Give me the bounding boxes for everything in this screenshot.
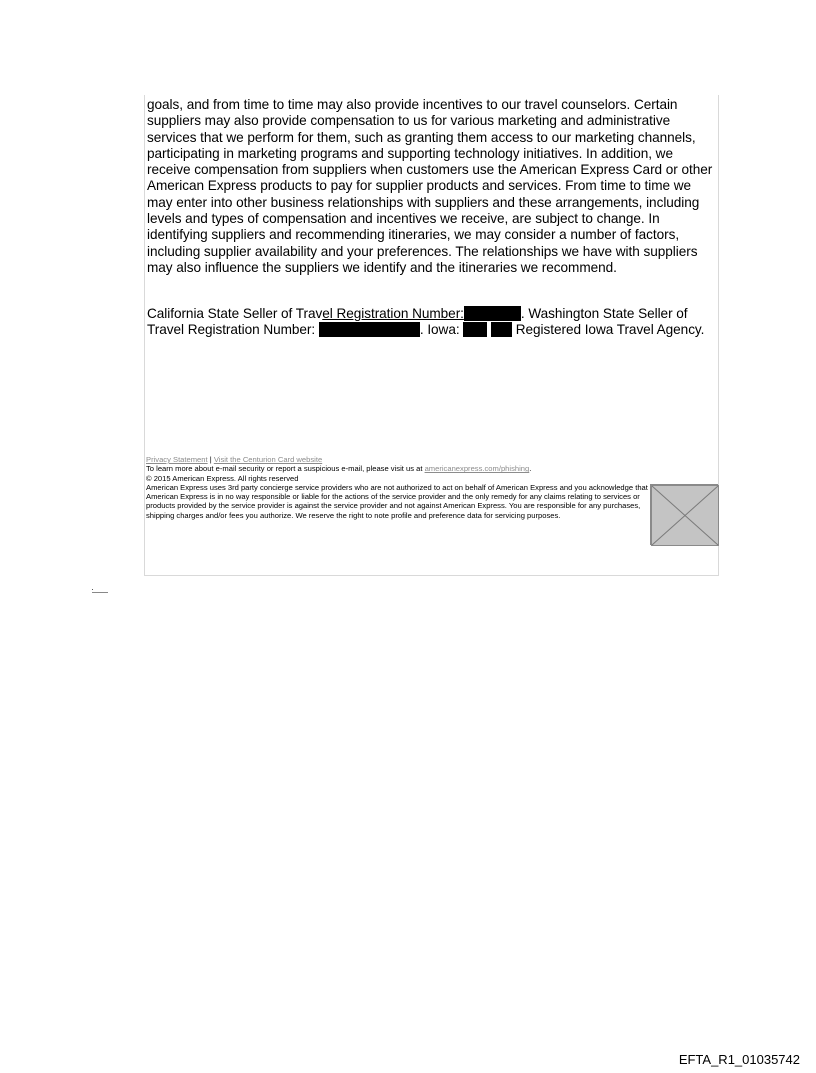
- centurion-card-link[interactable]: Visit the Centurion Card website: [213, 455, 323, 464]
- broken-image-icon: [650, 484, 718, 545]
- email-footer: [146, 455, 646, 520]
- ca-registration-label-part1: California State Seller of Trav: [147, 306, 323, 321]
- tiny-mark: [92, 589, 110, 596]
- body-paragraph: goals, and from time to time may also provide incentives to our travel counselors. Certain suppliers may also provide compensation to us for various marketing and administrative services that we perform for them, such as granting them access to our marketing channels, participating in marketing programs and supporting technology initiatives. In addition, we receive compensation from suppliers when customers use the American Express Card or other American Express products to pay for supplier products and services. From time to time we may enter into other business relationships with suppliers and these arrangements, including levels and types of compensation and incentives we receive, are subject to change. In identifying suppliers and recommending itineraries, we may consider a number of factors, including supplier availability and your preferences. The relationships we have with suppliers may also influence the suppliers we identify and the itineraries we recommend.: [147, 97, 713, 275]
- redaction-wa-number: [319, 322, 420, 337]
- footer-links: [146, 455, 646, 464]
- footer-link-separator: |: [207, 455, 214, 464]
- copyright-notice: © 2015 American Express. All rights reserved: [146, 473, 299, 483]
- registration-paragraph: [147, 306, 717, 339]
- image-placeholder-cross: [651, 485, 719, 546]
- redaction-iowa-number-1: [463, 322, 487, 337]
- redaction-ca-number: [464, 306, 521, 321]
- ca-registration-label-part2: el Registration Number:: [322, 306, 464, 321]
- privacy-statement-link[interactable]: Privacy Statement: [146, 455, 208, 464]
- concierge-disclaimer: American Express uses 3rd party concierge service providers who are not authorized to act on behalf of American Express and you acknowledge that American Express is in no way responsible or liable for the actions of the service provider and the only remedy for any claims relating to services or products provided by the service provider is against the service provider and not against American Express. You are responsible for any purchases, shipping charges and/or fees you authorize. We reserve the right to note profile and preference data for servicing purposes.: [146, 482, 648, 520]
- security-notice-text: To learn more about e-mail security or report a suspicious e-mail, please visit us at: [146, 464, 425, 474]
- security-notice-end: .: [529, 464, 532, 474]
- redaction-iowa-number-2: [491, 322, 512, 337]
- iowa-label: . Iowa:: [419, 322, 464, 338]
- security-notice: [146, 464, 646, 473]
- phishing-link[interactable]: americanexpress.com/phishing: [424, 464, 530, 474]
- wa-registration-label: . Washington State Seller of Travel Registration Number:: [147, 306, 688, 338]
- bates-number: EFTA_R1_01035742: [678, 1052, 800, 1067]
- iowa-suffix: Registered Iowa Travel Agency.: [512, 322, 705, 338]
